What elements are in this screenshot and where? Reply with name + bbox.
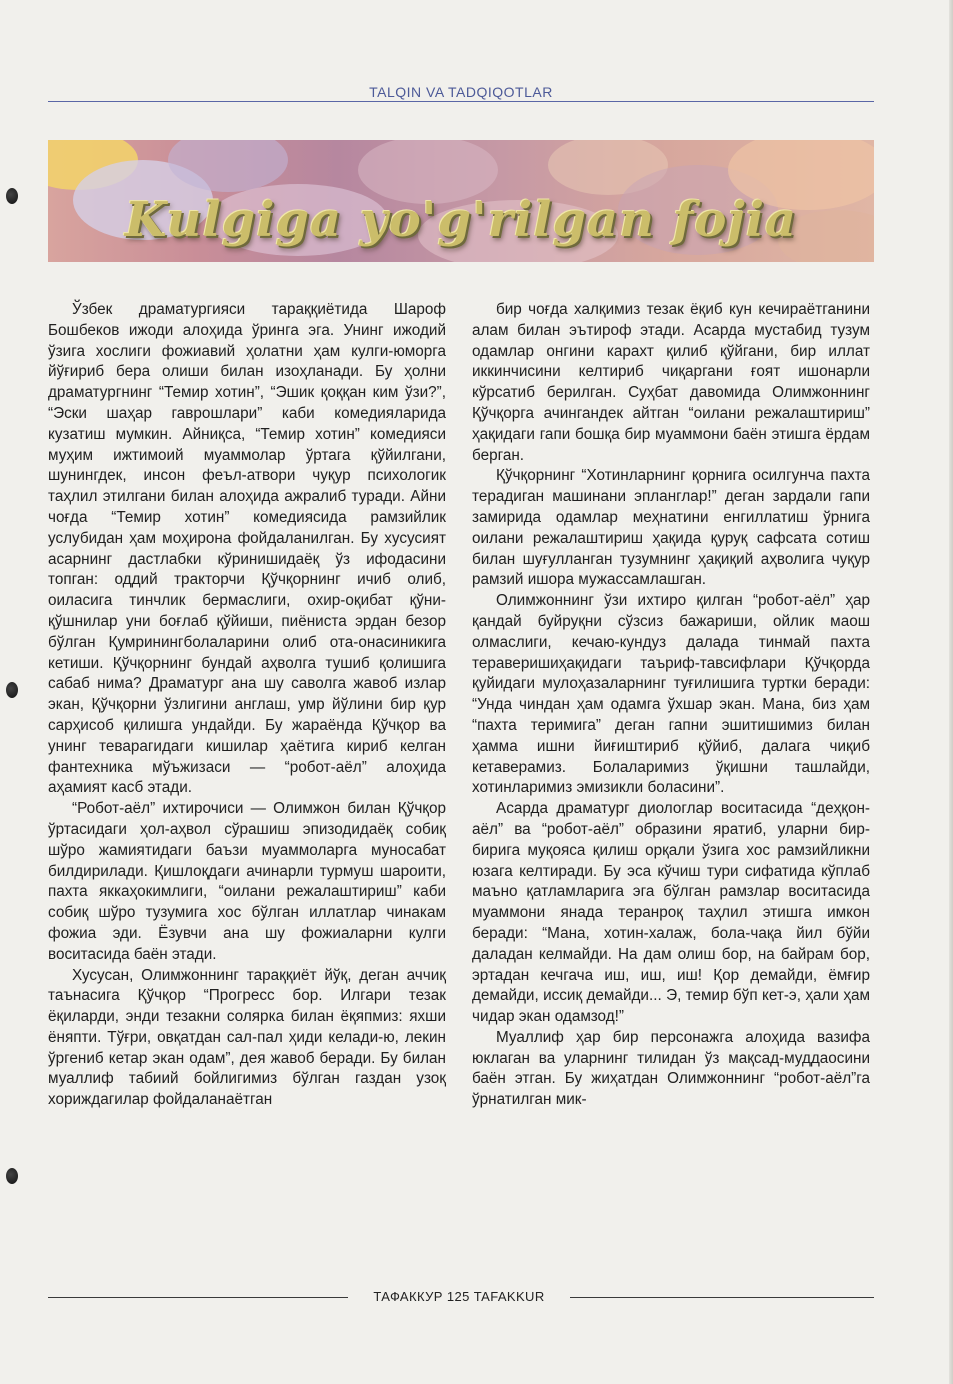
paragraph: Қўчқорнинг “Хотинларнинг қорнига осилгунча пахта терадиган машинани эпланглар!” деган зардали гапи замирида одамлар меҳнатини енгиллатиш ўрнига оилани режалаштириш ҳақида қуруқ сафсата сотиш билан шуғулланган тузумнинг ҳақиқий аҳволига чуқур рамзий ишора мужассамлашган.	[472, 467, 870, 589]
footer-rule-right	[570, 1297, 874, 1298]
paragraph: Хусусан, Олимжоннинг тараққиёт йўқ, деган аччиқ таънасига Қўчқор “Прогресс бор. Илгари тезак ёқиларди, энди тезакни солярка билан ёқяпмиз: яхши ёняпти. Тўғри, овқатдан сал-пал ҳиди келади-ю, лекин ўргениб кетар экан одам”, дея жавоб беради. Бу билан муаллиф табиий бойлигимиз бўлган газдан узоқ хориждагилар фойдаланаётган	[48, 966, 446, 1109]
left-column	[48, 300, 446, 1111]
footer-rule-left	[48, 1297, 348, 1298]
header-rule	[48, 101, 874, 102]
footer-page-label: ТАФАККУР 125 TAFAKKUR	[373, 1289, 545, 1304]
paragraph: Асарда драматург диологлар воситасида “деҳқон-аёл” ва “робот-аёл” образини яратиб, уларни бир-бирига муқояса қилиш орқали ўзига хос рамзийликни юзага келтиради. Бу эса кўчиш тури сифатида кўплаб маъно қатламларига эга бўлган рамзлар воситасида муаммони янада теранроқ таҳлил этишга имкон беради: “Мана, хотин-халаж, бола-чақа йил бўйи даладан келмайди. На дам олиш бор, на байрам бор, эртадан кечгача иш, иш, иш! Қор демайди, ёмғир демайди, иссиқ демайди... Э, темир бўп кет-э, ҳали ҳам чидар экан одамзод!”	[472, 800, 870, 1026]
paragraph: бир чоғда халқимиз тезак ёқиб кун кечираётганини алам билан эътироф этади. Асарда мустабид тузум одамлар онгини карахт қилиб қўйгани, бир иллат иккинчисини келтириб чиқаргани ғоят ишонарли кўрсатиб берилган. Суҳбат давомида Олимжоннинг Қўчқорга ачингандек айтган “оилани режалаштириш” ҳақидаги гапи бошқа бир муаммони баён этишга ёрдам берган.	[472, 301, 870, 464]
page-footer	[48, 1289, 874, 1307]
paragraph: Олимжоннинг ўзи ихтиро қилган “робот-аёл” ҳар қандай буйруқни сўзсиз бажариши, ойлик маош олмаслиги, кечаю-кундуз далада тинмай пахта тераверишиҳақидаги таъриф-тавсифлари Қўчқорда қуйидаги мулоҳазаларнинг туғилишига туртки беради: “Унда чиндан ҳам одамга ўхшар экан. Мана, биз ҳам “пахта теримига” деган гапни эшитишимиз билан ҳамма ишни йиғиштириб қўйиб, далага чиқиб кетаверамиз. Болаларимиз ўқишни ташлайди, хотинларимиз эмизикли боласини”.	[472, 592, 870, 797]
paragraph: Муаллиф ҳар бир персонажга алоҳида вазифа юклаган ва уларнинг тилидан ўз мақсад-муддаосини баён этган. Бу жиҳатдан Олимжоннинг “робот-аёл”га ўрнатилган мик-	[472, 1028, 870, 1109]
page-edge	[949, 0, 953, 1384]
punch-hole	[6, 1168, 18, 1184]
paragraph: Ўзбек драматургияси тараққиётида Шароф Бошбеков ижоди алоҳида ўринга эга. Унинг ижодий ўзига хослиги фожиавий ҳолатни ҳам кулги-юморга йўғириб бера олиши билан изоҳланади. Бу ҳолни драматургнинг “Темир хотин”, “Эшик қоққан ким ўзи?”, “Эски шаҳар гаврошлари” каби комедияларида кузатиш мумкин. Айниқса, “Темир хотин” комедияси муҳим ижтимоий муаммолар ўртага қўйилгани, шунингдек, инсон феъл-атвори чуқур психологик таҳлил этилгани билан алоҳида ажралиб туради. Айни чоғда “Темир хотин” комедиясида рамзийлик услубидан ҳам моҳирона фойдаланилган. Бу хусусият асарнинг дастлабки кўринишидаёқ ўз ифодасини топган: оддий тракторчи Қўчқорнинг ичиб олиб, оиласига тинчлик бермаслиги, охир-оқибат қўни-қўшнилар уни боғлаб қўйиши, пиёниста эрдан безор бўлган Қумринингболаларини олиб ота-онасиникига кетиши. Қўчқорнинг бундай аҳволга тушиб қолишига сабаб нима? Драматург ана шу саволга жавоб излар экан, Қўчқорни ўзлигини англаш, умр йўлини бир қур сарҳисоб қилишга ундайди. Бу жараёнда Қўчқор ва унинг теварагидаги кишилар ҳаётига кириб келган фантехника мўъжизаси — “робот-аёл” алоҳида аҳамият касб этади.	[48, 301, 446, 797]
paragraph: “Робот-аёл” ихтирочиси — Олимжон билан Қўчқор ўртасидаги ҳол-аҳвол сўрашиш эпизодидаёқ собиқ шўро жамиятидаги баъзи муаммоларга муносабат билдирилади. Қишлоқдаги ачинарли турмуш шароити, пахта яккаҳокимлиги, “оилани режалаштириш” каби собиқ шўро тузумига хос бўлган иллатлар чинакам фожиа эди. Ёзувчи ана шу фожиаларни кулги воситасида баён этади.	[48, 800, 446, 963]
running-header: TALQIN VA TADQIQOTLAR	[369, 84, 553, 100]
punch-hole	[6, 682, 18, 698]
punch-hole	[6, 188, 18, 204]
right-column	[472, 300, 870, 1111]
article-title: Kulgiga yo'g'rilgan fojia	[124, 192, 798, 248]
title-banner	[48, 140, 874, 262]
